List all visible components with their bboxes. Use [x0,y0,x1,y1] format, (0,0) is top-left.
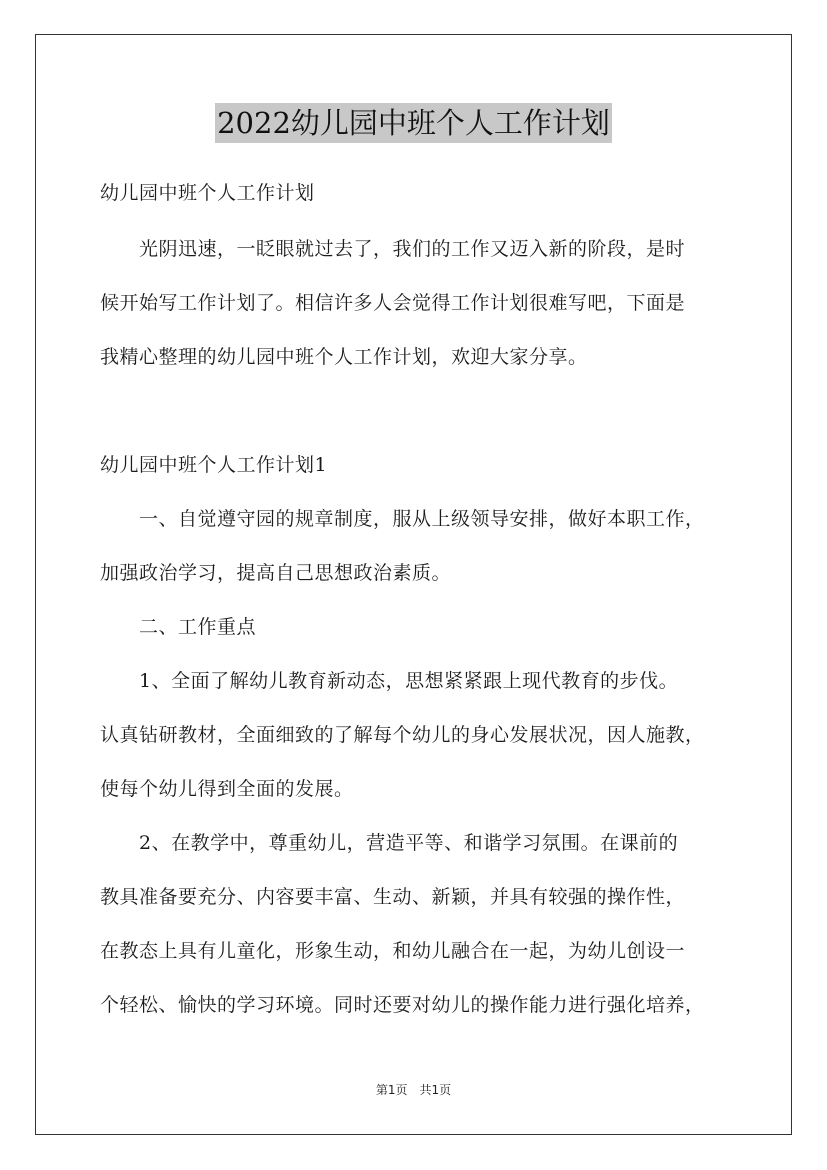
text-line: 使每个幼儿得到全面的发展。 [100,778,354,800]
text-line: 在教态上具有儿童化，形象生动，和幼儿融合在一起，为幼儿创设一 [100,940,686,962]
text-line: 我精心整理的幼儿园中班个人工作计划，欢迎大家分享。 [100,346,588,368]
text-line: 教具准备要充分、内容要丰富、生动、新颖，并具有较强的操作性， [100,886,686,908]
text-line: 幼儿园中班个人工作计划1 [100,454,328,476]
text-line: 光阴迅速，一眨眼就过去了，我们的工作又迈入新的阶段，是时 [100,238,686,260]
text-line: 加强政治学习，提高自己思想政治素质。 [100,562,452,584]
text-line: 个轻松、愉快的学习环境。同时还要对幼儿的操作能力进行强化培养， [100,994,705,1016]
text-line: 幼儿园中班个人工作计划 [100,182,315,204]
text-line: 一、自觉遵守园的规章制度，服从上级领导安排，做好本职工作， [100,508,705,530]
page-footer: 第1页 共1页 [375,1083,452,1097]
title-container [0,103,827,143]
text-line: 候开始写工作计划了。相信许多人会觉得工作计划很难写吧，下面是 [100,292,686,314]
text-line: 认真钻研教材，全面细致的了解每个幼儿的身心发展状况，因人施教， [100,724,705,746]
text-line: 二、工作重点 [100,616,257,638]
document-title: 2022幼儿园中班个人工作计划 [215,103,612,143]
text-line: 1、全面了解幼儿教育新动态，思想紧紧跟上现代教育的步伐。 [100,670,679,692]
text-line: 2、在教学中，尊重幼儿，营造平等、和谐学习氛围。在课前的 [100,832,679,854]
